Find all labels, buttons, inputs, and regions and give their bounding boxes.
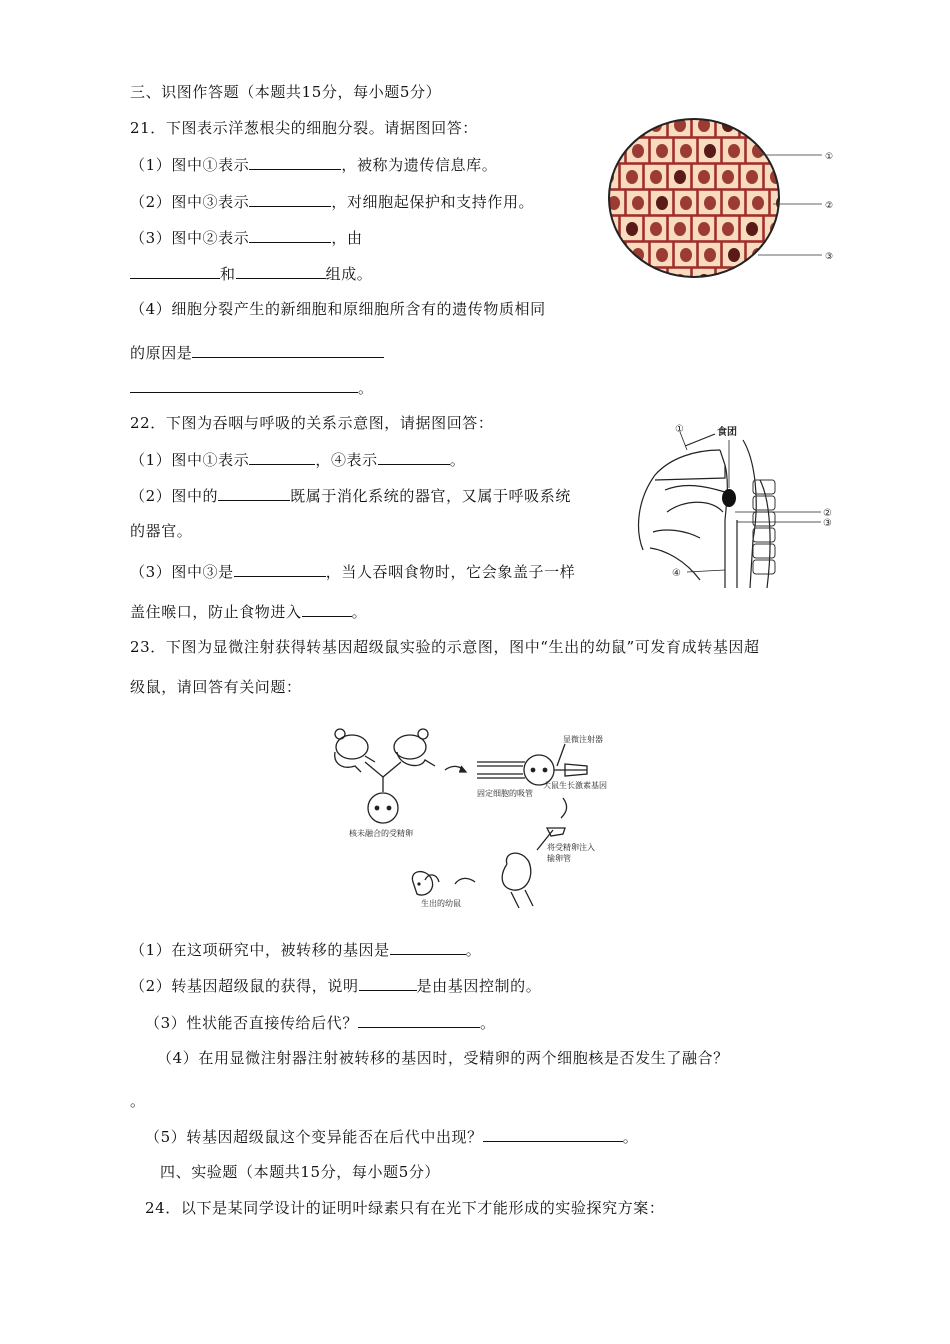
answer-blank[interactable] bbox=[249, 449, 315, 465]
cell bbox=[788, 164, 811, 189]
answer-blank[interactable] bbox=[249, 227, 331, 243]
figure-label: ① bbox=[825, 152, 834, 162]
cell-nucleus bbox=[722, 222, 734, 236]
q21-title: 21．下图表示洋葱根尖的细胞分裂。请据图回答： bbox=[130, 119, 478, 137]
cell-nucleus bbox=[626, 170, 638, 184]
cell-nucleus bbox=[728, 196, 740, 210]
figure-label: ③ bbox=[825, 252, 834, 262]
q24-title: 24．以下是某同学设计的证明叶绿素只有在光下才能形成的实验探究方案： bbox=[145, 1199, 665, 1217]
cell-nucleus bbox=[602, 274, 614, 288]
q23-part4: （4）在用显微注射器注射被转移的基因时，受精卵的两个细胞核是否发生了融合？ bbox=[157, 1049, 729, 1067]
figure-label: 食团 bbox=[717, 427, 737, 438]
q22-part2-cont: 的器官。 bbox=[130, 522, 193, 540]
q22-title: 22．下图为吞咽与呼吸的关系示意图，请据图回答： bbox=[130, 414, 494, 432]
answer-blank[interactable] bbox=[378, 449, 450, 465]
cell bbox=[770, 138, 793, 163]
cell-nucleus bbox=[722, 274, 734, 288]
answer-blank[interactable] bbox=[130, 377, 358, 393]
cell-nucleus bbox=[728, 144, 740, 158]
figure-label: 固定细胞的吸管 bbox=[477, 789, 533, 798]
figure-label: ② bbox=[825, 201, 834, 211]
cell-nucleus bbox=[800, 196, 812, 210]
cell bbox=[620, 268, 643, 293]
figure-label: 大鼠生长激素基因 bbox=[543, 781, 607, 790]
cell bbox=[620, 112, 643, 137]
figure-label: 将受精卵注入 bbox=[547, 843, 595, 852]
figure-label: ④ bbox=[672, 568, 681, 579]
cell-nucleus bbox=[608, 144, 620, 158]
cell-nucleus bbox=[656, 144, 668, 158]
q23-part1: （1）在这项研究中，被转移的基因是 。 bbox=[130, 941, 482, 959]
cell bbox=[770, 190, 793, 215]
cell-nucleus bbox=[770, 274, 782, 288]
q21-part4: （4）细胞分裂产生的新细胞和原细胞所含有的遗传物质相同 bbox=[130, 300, 546, 318]
q21-part2: （2）图中③表示 ，对细胞起保护和支持作用。 bbox=[130, 193, 535, 211]
cell bbox=[668, 268, 691, 293]
cell-nucleus bbox=[626, 118, 638, 132]
swallow-breathing-figure bbox=[625, 420, 840, 592]
answer-blank[interactable] bbox=[483, 1126, 623, 1142]
answer-blank[interactable] bbox=[236, 263, 326, 279]
cell-nucleus bbox=[746, 274, 758, 288]
answer-blank[interactable] bbox=[234, 561, 326, 577]
cell bbox=[596, 268, 619, 293]
cell-nucleus bbox=[632, 144, 644, 158]
cell-nucleus bbox=[704, 196, 716, 210]
cell bbox=[602, 138, 625, 163]
figure-label: 生出的幼鼠 bbox=[421, 899, 461, 908]
section-heading: 三、识图作答题（本题共15分，每小题5分） bbox=[130, 83, 442, 101]
section-heading: 四、实验题（本题共15分，每小题5分） bbox=[160, 1163, 441, 1181]
cell-nucleus bbox=[674, 222, 686, 236]
answer-blank[interactable] bbox=[358, 1012, 480, 1028]
cell-nucleus bbox=[794, 274, 806, 288]
q21-part4-line3: 。 bbox=[130, 377, 374, 398]
figure-label: ③ bbox=[823, 518, 832, 529]
cell-nucleus bbox=[704, 144, 716, 158]
cell bbox=[788, 268, 811, 293]
answer-blank[interactable] bbox=[192, 342, 384, 358]
q23-part2: （2）转基因超级鼠的获得，说明 是由基因控制的。 bbox=[130, 977, 542, 995]
cell-nucleus bbox=[626, 222, 638, 236]
cell-nucleus bbox=[776, 144, 788, 158]
onion-root-tip-figure bbox=[600, 118, 850, 288]
q22-part3-cont: 盖住喉口，防止食物进入 。 bbox=[130, 603, 368, 621]
cell-nucleus bbox=[632, 196, 644, 210]
cell bbox=[692, 268, 715, 293]
cell-nucleus bbox=[602, 118, 614, 132]
cell bbox=[602, 242, 625, 267]
q23-part3: （3）性状能否直接传给后代？ 。 bbox=[145, 1014, 496, 1032]
cell-nucleus bbox=[752, 196, 764, 210]
cell-nucleus bbox=[656, 196, 668, 210]
cell-nucleus bbox=[746, 222, 758, 236]
cell bbox=[764, 112, 787, 137]
cell-nucleus bbox=[698, 170, 710, 184]
cell-nucleus bbox=[674, 170, 686, 184]
figure-label: 输卵管 bbox=[547, 854, 571, 863]
q22-part1: （1）图中①表示 ，④表示 。 bbox=[130, 451, 466, 469]
q23-part4-cont: 。 bbox=[130, 1092, 146, 1110]
cell-nucleus bbox=[794, 170, 806, 184]
q23-title: 23．下图为显微注射获得转基因超级鼠实验的示意图，图中“生出的幼鼠”可发育成转基因超 bbox=[130, 638, 760, 656]
figure-label: 显微注射器 bbox=[563, 735, 603, 744]
cell-nucleus bbox=[680, 196, 692, 210]
cell-nucleus bbox=[680, 144, 692, 158]
cell-nucleus bbox=[650, 274, 662, 288]
cell-nucleus bbox=[650, 222, 662, 236]
answer-blank[interactable] bbox=[302, 601, 352, 617]
cell bbox=[794, 242, 817, 267]
answer-blank[interactable] bbox=[218, 485, 290, 501]
cell-nucleus bbox=[746, 170, 758, 184]
q21-part3-cont: 和 组成。 bbox=[130, 263, 372, 284]
cell bbox=[788, 216, 811, 241]
answer-blank[interactable] bbox=[130, 263, 220, 279]
cell-nucleus bbox=[722, 170, 734, 184]
cell bbox=[764, 268, 787, 293]
q22-part2: （2）图中的 既属于消化系统的器官，又属于呼吸系统 bbox=[130, 487, 571, 505]
cell-nucleus bbox=[794, 222, 806, 236]
cell bbox=[596, 112, 619, 137]
figure-label: ② bbox=[823, 508, 832, 519]
cell bbox=[740, 268, 763, 293]
cell bbox=[746, 242, 769, 267]
cell-nucleus bbox=[650, 170, 662, 184]
q22-part3: （3）图中③是 ，当人吞咽食物时，它会象盖子一样 bbox=[130, 563, 576, 581]
cell bbox=[716, 268, 739, 293]
q23-title-cont: 级鼠，请回答有关问题： bbox=[130, 678, 302, 696]
cell-nucleus bbox=[770, 118, 782, 132]
answer-blank[interactable] bbox=[249, 154, 341, 170]
cell-nucleus bbox=[656, 248, 668, 262]
cell-nucleus bbox=[698, 222, 710, 236]
cell-nucleus bbox=[626, 274, 638, 288]
cell bbox=[794, 138, 817, 163]
cell-nucleus bbox=[728, 248, 740, 262]
cell bbox=[794, 190, 817, 215]
q21-part4-line2: 的原因是 bbox=[130, 342, 384, 363]
transgenic-mouse-figure bbox=[325, 722, 630, 914]
cell-nucleus bbox=[704, 248, 716, 262]
figure-label: ① bbox=[675, 424, 684, 435]
figure-label: 核未融合的受精卵 bbox=[349, 829, 413, 838]
cell-nucleus bbox=[794, 118, 806, 132]
cell-nucleus bbox=[608, 248, 620, 262]
q23-part5: （5）转基因超级鼠这个变异能否在后代中出现？ 。 bbox=[145, 1128, 639, 1146]
cell bbox=[788, 112, 811, 137]
cell bbox=[770, 242, 793, 267]
answer-blank[interactable] bbox=[249, 191, 331, 207]
cell-nucleus bbox=[602, 222, 614, 236]
answer-blank[interactable] bbox=[359, 975, 417, 991]
q21-part3: （3）图中②表示 ，由 bbox=[130, 229, 363, 247]
q21-part1: （1）图中①表示 ，被称为遗传信息库。 bbox=[130, 156, 498, 174]
cell-nucleus bbox=[680, 248, 692, 262]
cell-nucleus bbox=[746, 118, 758, 132]
answer-blank[interactable] bbox=[390, 939, 466, 955]
cell-nucleus bbox=[800, 144, 812, 158]
